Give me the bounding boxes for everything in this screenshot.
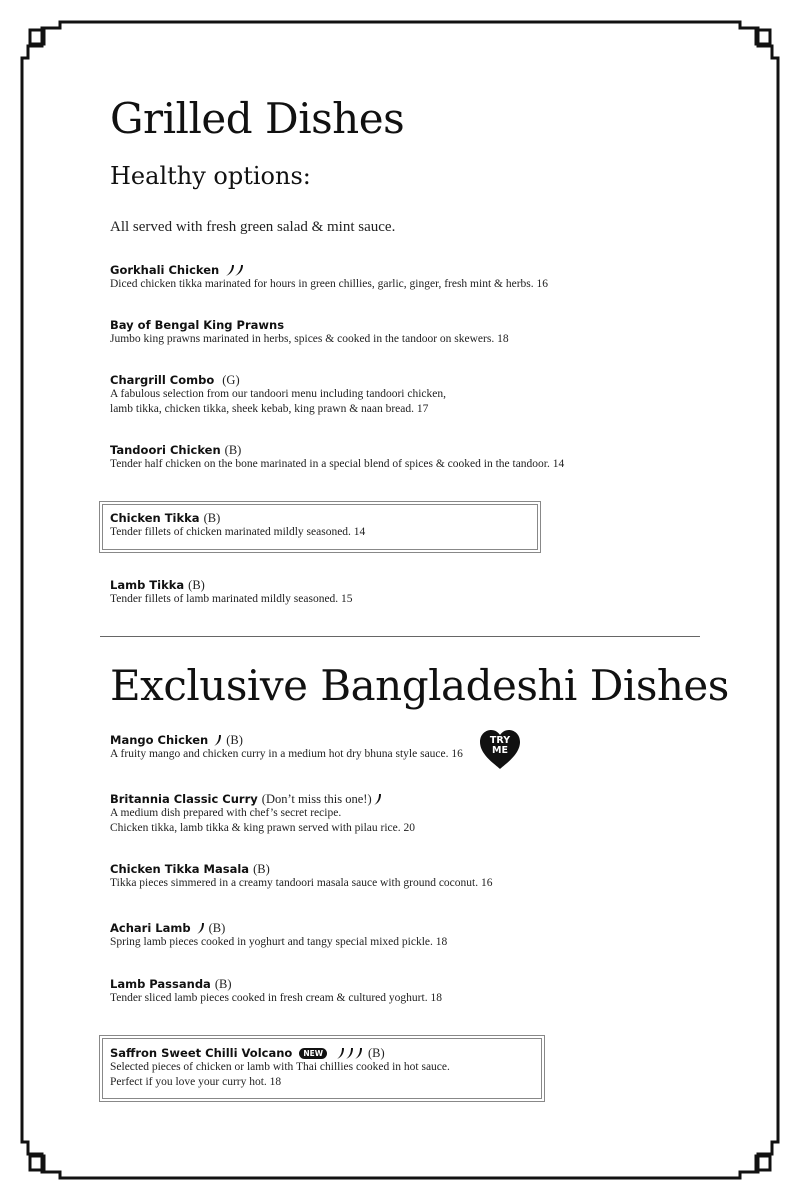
dish-note: (Don’t miss this one!) bbox=[261, 791, 372, 806]
dish-description: A fruity mango and chicken curry in a medium hot dry bhuna style sauce. 16 bbox=[110, 748, 463, 760]
section-title-bangladeshi: Exclusive Bangladeshi Dishes bbox=[110, 661, 729, 710]
section-intro: All served with fresh green salad & mint sauce. bbox=[110, 219, 396, 235]
section-title-grilled: Grilled Dishes bbox=[110, 94, 405, 143]
dish-note: (B) bbox=[208, 920, 226, 935]
menu-item-tandoori-chicken bbox=[110, 443, 670, 472]
try-me-badge bbox=[478, 736, 522, 756]
dish-note: (B) bbox=[214, 976, 232, 991]
dish-description: Jumbo king prawns marinated in herbs, spices & cooked in the tandoor on skewers. 18 bbox=[110, 333, 509, 345]
dish-description: Tender sliced lamb pieces cooked in fresh cream & cultured yoghurt. 18 bbox=[110, 992, 442, 1004]
dish-name: Bay of Bengal King Prawns bbox=[110, 318, 285, 332]
dish-name: Saffron Sweet Chilli Volcano bbox=[110, 1046, 293, 1060]
menu-item-britannia-classic-curry bbox=[110, 792, 670, 836]
dish-name: Tandoori Chicken bbox=[110, 443, 221, 457]
dish-description: A fabulous selection from our tandoori menu including tandoori chicken, bbox=[110, 388, 446, 400]
dish-name: Chicken Tikka bbox=[110, 511, 200, 525]
menu-item-king-prawns bbox=[110, 318, 670, 347]
dish-description: Spring lamb pieces cooked in yoghurt and tangy special mixed pickle. 18 bbox=[110, 936, 448, 948]
dish-note: (B) bbox=[226, 732, 243, 747]
dish-name: Chicken Tikka Masala bbox=[110, 862, 250, 876]
dish-description-2: lamb tikka, chicken tikka, sheek kebab, king prawn & naan bread. 17 bbox=[110, 403, 429, 415]
dish-description: Selected pieces of chicken or lamb with Thai chillies cooked in hot sauce. bbox=[110, 1061, 450, 1073]
dish-note: (B) bbox=[203, 510, 221, 525]
dish-name: Mango Chicken bbox=[110, 733, 209, 747]
dish-note: (B) bbox=[253, 861, 270, 876]
dish-name: Chargrill Combo bbox=[110, 373, 215, 387]
dish-description: Tender half chicken on the bone marinated in a special blend of spices & cooked in the tandoor. 14 bbox=[110, 458, 565, 470]
dish-name: Achari Lamb bbox=[110, 921, 191, 935]
dish-note: (B) bbox=[368, 1045, 385, 1060]
dish-description: A medium dish prepared with chef’s secret recipe. bbox=[110, 807, 342, 819]
dish-note: (B) bbox=[224, 442, 242, 457]
chili-pepper-icon bbox=[334, 1046, 364, 1060]
menu-item-achari-lamb bbox=[110, 921, 670, 950]
dish-name: Lamb Passanda bbox=[110, 977, 211, 991]
menu-item-chicken-tikka-masala bbox=[110, 862, 670, 891]
dish-description-2: Perfect if you love your curry hot. 18 bbox=[110, 1076, 282, 1088]
menu-item-chicken-tikka bbox=[110, 511, 670, 540]
dish-name: Britannia Classic Curry bbox=[110, 792, 258, 806]
dish-description-2: Chicken tikka, lamb tikka & king prawn served with pilau rice. 20 bbox=[110, 822, 415, 834]
menu-item-lamb-tikka bbox=[110, 578, 670, 607]
try-me-line-1: TRY bbox=[489, 735, 511, 746]
dish-description: Tender fillets of chicken marinated mildly seasoned. 14 bbox=[110, 526, 366, 538]
menu-item-gorkhali-chicken bbox=[110, 263, 670, 292]
section-divider bbox=[100, 636, 700, 637]
chili-pepper-icon bbox=[212, 733, 222, 747]
menu-item-saffron-sweet-chilli-volcano bbox=[110, 1046, 670, 1090]
menu-item-chargrill-combo bbox=[110, 373, 670, 417]
chili-pepper-icon bbox=[223, 263, 245, 277]
dish-name: Gorkhali Chicken bbox=[110, 263, 220, 277]
chili-pepper-icon bbox=[372, 792, 382, 806]
new-badge: NEW bbox=[299, 1048, 327, 1059]
dish-name: Lamb Tikka bbox=[110, 578, 185, 592]
menu-item-mango-chicken bbox=[110, 733, 670, 762]
try-me-line-2: ME bbox=[492, 745, 508, 756]
dish-description: Diced chicken tikka marinated for hours in green chillies, garlic, ginger, fresh mint & herbs. 16 bbox=[110, 278, 548, 290]
dish-description: Tikka pieces simmered in a creamy tandoori masala sauce with ground coconut. 16 bbox=[110, 877, 493, 889]
dish-note: (G) bbox=[222, 372, 240, 387]
dish-note: (B) bbox=[188, 577, 205, 592]
chili-pepper-icon bbox=[195, 921, 205, 935]
dish-description: Tender fillets of lamb marinated mildly seasoned. 15 bbox=[110, 593, 353, 605]
menu-item-lamb-passanda bbox=[110, 977, 670, 1006]
section-subtitle-healthy: Healthy options: bbox=[110, 162, 311, 190]
